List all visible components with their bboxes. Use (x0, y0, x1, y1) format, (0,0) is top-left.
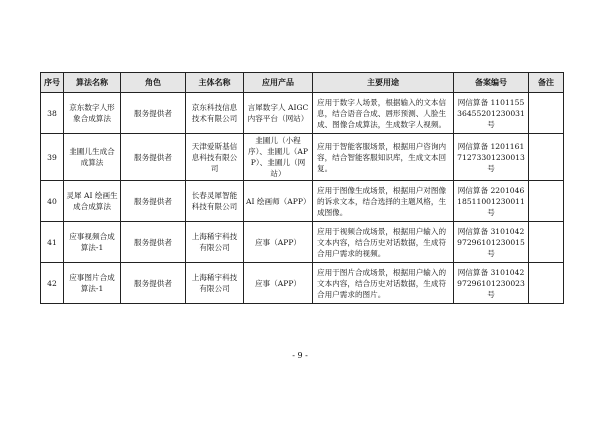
header-record-id: 备案编号 (454, 73, 529, 93)
cell-record-id: 网信算备 220104618511001230011 号 (454, 181, 529, 222)
table-row (41, 93, 564, 134)
cell-usage: 应用于视频合成场景，根据用户输入的文本内容，结合历史对话数据，生成符合用户需求的视频。 (313, 222, 454, 263)
cell-usage: 应用于数字人场景，根据输入的文本信息，结合语音合成、唇形预测、人脸生成、图像合成算法，生成数字人视频。 (313, 93, 454, 134)
header-algorithm: 算法名称 (64, 73, 121, 93)
cell-entity: 上海稀宇科技有限公司 (186, 263, 244, 304)
header-index: 序号 (41, 73, 64, 93)
cell-index: 39 (41, 134, 64, 181)
cell-entity: 长春灵犀智能科技有限公司 (186, 181, 244, 222)
header-product: 应用产品 (244, 73, 313, 93)
header-note: 备注 (529, 73, 564, 93)
cell-index: 42 (41, 263, 64, 304)
cell-algorithm: 灵犀 AI 绘画生成合成算法 (64, 181, 121, 222)
cell-product: 应事（APP） (244, 263, 313, 304)
cell-role: 服务提供者 (121, 222, 186, 263)
cell-product: AI 绘画师（APP） (244, 181, 313, 222)
cell-product: 言犀数字人 AIGC 内容平台（网站） (244, 93, 313, 134)
header-role: 角色 (121, 73, 186, 93)
cell-note (529, 93, 564, 134)
header-usage: 主要用途 (313, 73, 454, 93)
cell-algorithm: 应事视频合成算法-1 (64, 222, 121, 263)
table-row (41, 134, 564, 181)
cell-usage: 应用于智能客服场景，根据用户咨询内容，结合智能客服知识库，生成文本回复。 (313, 134, 454, 181)
algorithm-registry-table (40, 72, 564, 304)
cell-algorithm: 韭圃儿生成合成算法 (64, 134, 121, 181)
page-number: - 9 - (292, 351, 308, 360)
cell-product: 韭圃儿（小程序）、韭圃儿（APP）、韭圃儿（网站） (244, 134, 313, 181)
cell-algorithm: 京东数字人形象合成算法 (64, 93, 121, 134)
cell-role: 服务提供者 (121, 134, 186, 181)
cell-note (529, 134, 564, 181)
header-entity: 主体名称 (186, 73, 244, 93)
cell-record-id: 网信算备 310104297296101230015 号 (454, 222, 529, 263)
table-row (41, 222, 564, 263)
cell-index: 40 (41, 181, 64, 222)
cell-usage: 应用于图片合成场景，根据用户输入的文本内容，结合历史对话数据，生成符合用户需求的图片。 (313, 263, 454, 304)
cell-usage: 应用于图像生成场景，根据用户对图像的诉求文本，结合选择的主题风格，生成图像。 (313, 181, 454, 222)
table-header-row (41, 73, 564, 93)
cell-product: 应事（APP） (244, 222, 313, 263)
table-row (41, 263, 564, 304)
cell-role: 服务提供者 (121, 181, 186, 222)
cell-entity: 京东科技信息技术有限公司 (186, 93, 244, 134)
cell-note (529, 181, 564, 222)
cell-record-id: 网信算备 310104297296101230023 号 (454, 263, 529, 304)
cell-role: 服务提供者 (121, 93, 186, 134)
cell-index: 38 (41, 93, 64, 134)
cell-entity: 上海稀宇科技有限公司 (186, 222, 244, 263)
cell-note (529, 222, 564, 263)
cell-note (529, 263, 564, 304)
cell-algorithm: 应事图片合成算法-1 (64, 263, 121, 304)
cell-entity: 天津爱斯基信息科技有限公司 (186, 134, 244, 181)
cell-role: 服务提供者 (121, 263, 186, 304)
cell-record-id: 网信算备 110115536455201230031 号 (454, 93, 529, 134)
cell-record-id: 网信算备 120116171273301230013 号 (454, 134, 529, 181)
table-row (41, 181, 564, 222)
cell-index: 41 (41, 222, 64, 263)
